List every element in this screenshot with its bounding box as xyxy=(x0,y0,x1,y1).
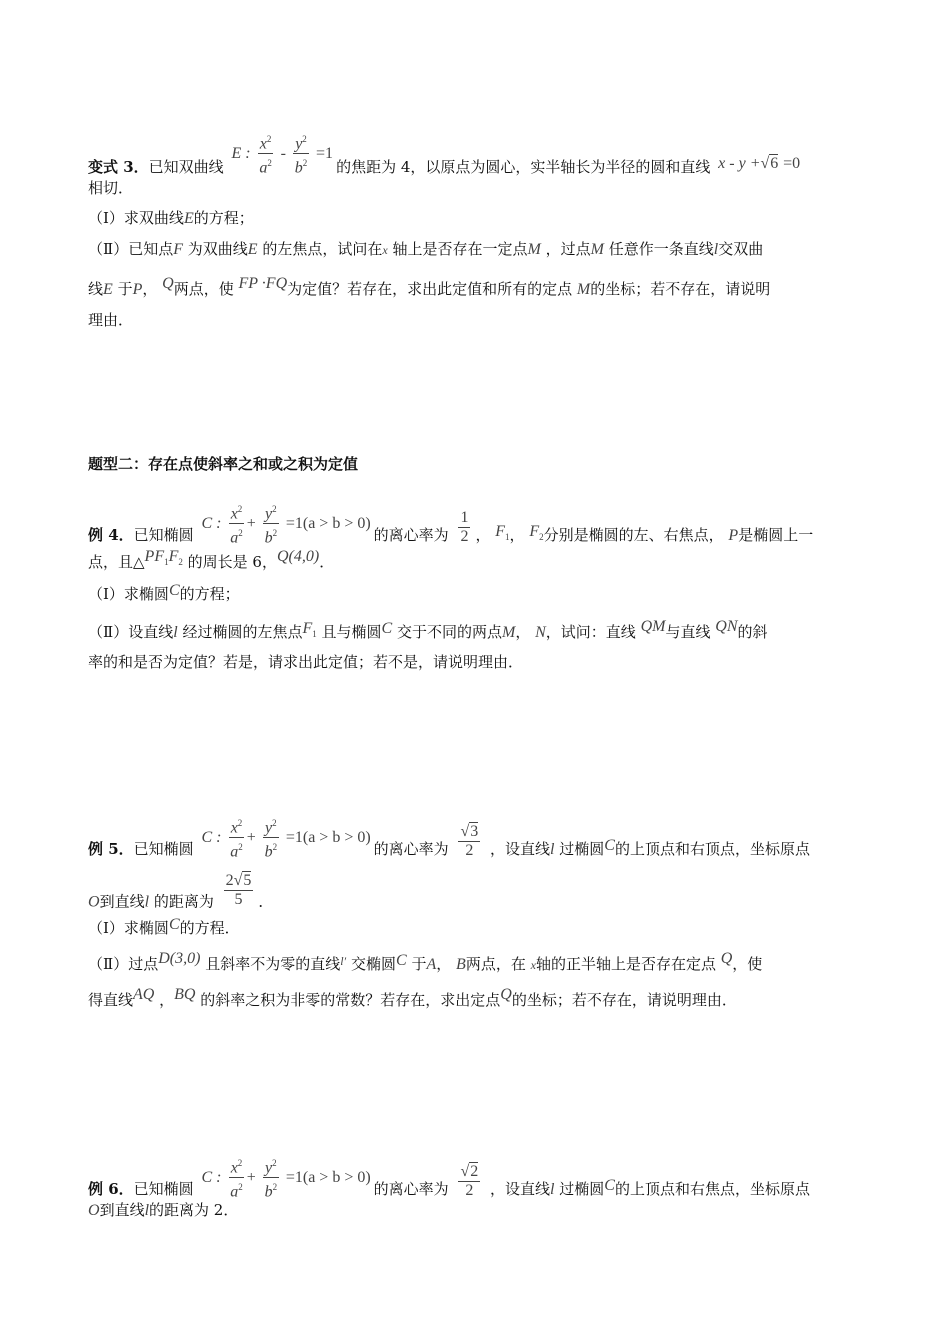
ex6-line2: O到直线l的距离为 2． xyxy=(88,1201,239,1219)
variant3-q2: （Ⅱ）已知点F 为双曲线E 的左焦点，试问在x 轴上是否存在一定点M ，过点M 任意作一条直线l交双曲 xyxy=(88,240,764,258)
variant3-q4: 理由． xyxy=(88,311,134,329)
ex6-label: 例 6． xyxy=(88,1179,134,1198)
eccentricity-value: $\frac{1}{2}$ xyxy=(460,509,469,546)
ex5-q2: （Ⅱ）过点D(3,0) 且斜率不为零的直线$^{l'}$ 交椭圆C 于A， B两点，在 x轴的正半轴上是否存在定点 Q，使 xyxy=(88,950,763,973)
ex4-label: 例 4． xyxy=(88,525,134,544)
ex4-line1: 例 4．已知椭圆 C : $\frac{x^2}{a^2}$ + $\frac{y^2}{b^2}$ =1(a > b > 0)的离心率为 $\frac{1}{2}$ ， $F_1$， $F_2$分别是椭圆的左、右焦点， P是椭圆上一 xyxy=(88,512,813,560)
variant3-label: 变式 3． xyxy=(88,157,149,176)
eccentricity-value: $\frac{√3}{2}$ xyxy=(460,823,479,860)
hyperbola-equation: E : $\frac{x^2}{a^2}$ - $\frac{y^2}{b^2}$ =1 xyxy=(231,130,333,178)
variant3-q3: 线E 于P， Q两点，使 FP ·FQ为定值？若存在，求出此定值和所有的定点 M的坐标；若不存在，请说明 xyxy=(88,275,771,298)
variant3-line2: 相切． xyxy=(88,179,134,197)
ex5-q3: 得直线AQ ，BQ 的斜率之积为非零的常数？若存在，求出定点Q的坐标；若不存在，请说明理由． xyxy=(88,986,737,1009)
line-equation: x - y +√6 =0 xyxy=(718,155,801,173)
ex4-q2: （Ⅱ）设直线l 经过椭圆的左焦点$F_1$ 且与椭圆C 交于不同的两点M， N，试问：直线 QM与直线 QN的斜 xyxy=(88,618,768,641)
ex4-q3: 率的和是否为定值？若是，请求出此定值；若不是，请说明理由． xyxy=(88,653,524,671)
section-title: 题型二：存在点使斜率之和或之积为定值 xyxy=(88,455,359,473)
variant3-q1: （Ⅰ）求双曲线E的方程； xyxy=(88,209,254,227)
distance-value: $\frac{2√5}{5}$ xyxy=(225,872,252,908)
ex5-label: 例 5． xyxy=(88,839,134,858)
ex4-q1: （Ⅰ）求椭圆C的方程； xyxy=(88,582,240,603)
ex5-q1: （Ⅰ）求椭圆C的方程． xyxy=(88,916,240,937)
ellipse-equation: C : $\frac{x^2}{a^2}$ + $\frac{y^2}{b^2}$ =1(a > b > 0) xyxy=(201,814,370,862)
eccentricity-value: $\frac{√2}{2}$ xyxy=(460,1163,479,1200)
ellipse-equation: C : $\frac{x^2}{a^2}$ + $\frac{y^2}{b^2}$ =1(a > b > 0) xyxy=(201,1154,370,1202)
ex5-line2: O到直线l 的距离为 $\frac{2√5}{5}$ ． xyxy=(88,872,274,911)
ex5-line1: 例 5．已知椭圆 C : $\frac{x^2}{a^2}$ + $\frac{y^2}{b^2}$ =1(a > b > 0)的离心率为 $\frac{√3}{2}$ ，设直线l 过椭圆C的上顶点和右顶点，坐标原点 xyxy=(88,826,810,874)
variant3-line1: 变式 3．已知双曲线 E : $\frac{x^2}{a^2}$ - $\frac{y^2}{b^2}$ =1的焦距为 4，以原点为圆心，实半轴长为半径的圆和直线 x - y +√6 =0 xyxy=(88,144,803,192)
ellipse-equation: C : $\frac{x^2}{a^2}$ + $\frac{y^2}{b^2}$ =1(a > b > 0) xyxy=(201,500,370,548)
ex6-line1: 例 6．已知椭圆 C : $\frac{x^2}{a^2}$ + $\frac{y^2}{b^2}$ =1(a > b > 0)的离心率为 $\frac{√2}{2}$ ，设直线l 过椭圆C的上顶点和右焦点，坐标原点 xyxy=(88,1166,810,1214)
ex4-line2: 点，且$\triangle PF_1F_2$ 的周长是 6，Q(4,0)． xyxy=(88,548,335,571)
